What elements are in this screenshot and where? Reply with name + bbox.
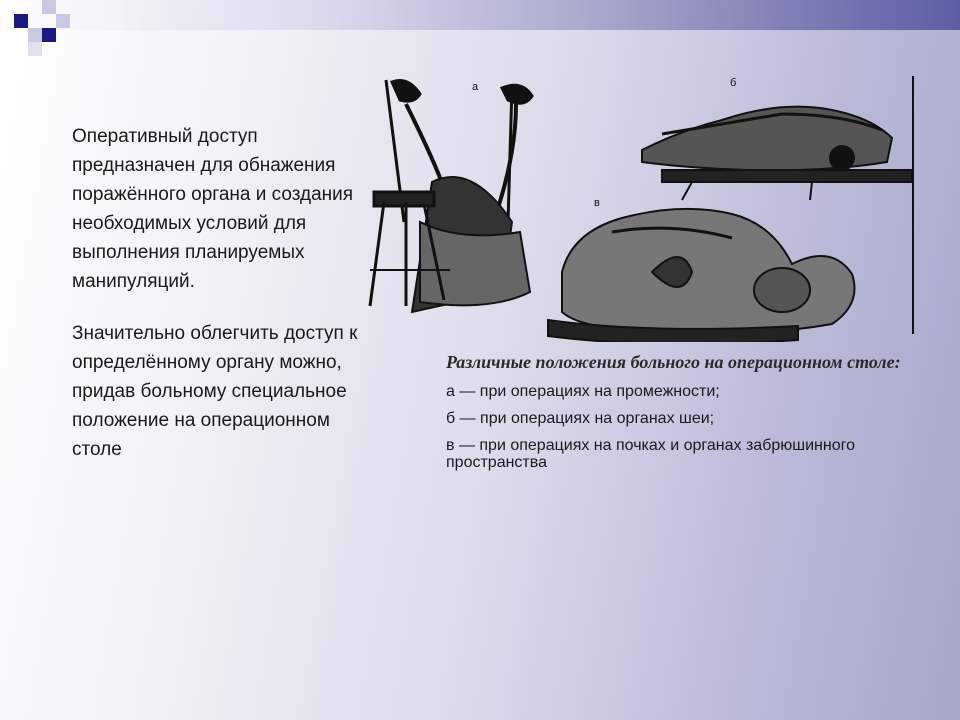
panel-c-label: в: [594, 197, 600, 209]
caption-title: Различные положения больного на операционном столе:: [446, 352, 901, 372]
corner-square: [14, 14, 28, 28]
corner-square: [28, 28, 42, 42]
corner-square: [14, 28, 28, 42]
main-text: [72, 122, 362, 487]
panel-b-label: б: [730, 77, 737, 89]
corner-square: [28, 42, 42, 56]
caption-item-b: б — при операциях на органах шеи;: [446, 410, 715, 427]
patient-positions-illustration: [362, 72, 918, 342]
panel-a-lithotomy: [370, 80, 532, 312]
header-gradient-band: [0, 0, 960, 30]
panel-c-kidney-position: [548, 209, 855, 342]
caption-item-v: в — при операциях на почках и органах забрюшинного пространства: [446, 437, 855, 471]
access-definition-paragraph: Оперативный доступ предназначен для обнажения поражённого органа и создания необходимых условий для выполнения планируемых манипуляций.: [72, 126, 354, 292]
panel-b-neck-position: [642, 107, 912, 200]
corner-square: [42, 0, 56, 14]
corner-square: [42, 28, 56, 42]
corner-square: [56, 14, 70, 28]
figure-caption: [446, 350, 916, 481]
caption-item-a: а — при операциях на промежности;: [446, 383, 720, 400]
panel-a-label: а: [472, 81, 479, 93]
positioning-paragraph: Значительно облегчить доступ к определённому органу можно, придав больному специальное положение на операционном столе: [72, 323, 358, 460]
